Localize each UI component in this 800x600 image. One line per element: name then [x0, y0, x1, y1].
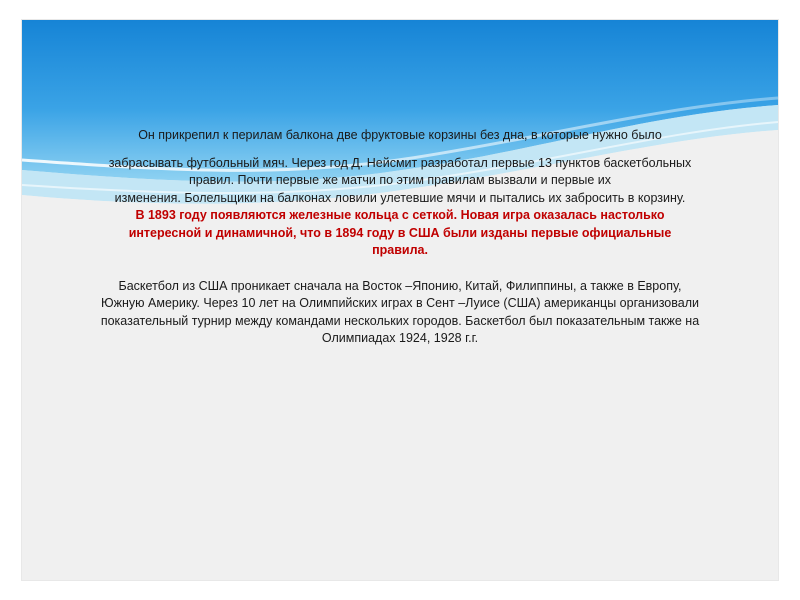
slide — [22, 20, 778, 580]
highlight-line: интересной и динамичной, что в 1894 году в США были изданы первые официальные — [128, 225, 672, 240]
paragraph-line: Олимпиадах 1924, 1928 г.г. — [321, 331, 479, 345]
paragraph-line: забрасывать футбольный мяч. Через год Д. Нейсмит разработал первые 13 пунктов баскетбольных — [108, 155, 692, 170]
paragraph-line: изменения. Болельщики на балконах ловили улетевшие мячи и пытались их забросить в корзину. — [114, 190, 686, 205]
highlight-line: правила. — [372, 243, 428, 257]
paragraph-line: Он прикрепил к перилам балкона две фруктовые корзины без дна, в которые нужно было — [138, 128, 662, 142]
slide-text — [38, 127, 762, 348]
highlighted-paragraph — [38, 207, 762, 260]
paragraph-line: показательный турнир между командами нескольких городов. Баскетбол был показательным также на — [100, 313, 700, 328]
paragraph-spread — [38, 278, 762, 348]
paragraph-line: правил. Почти первые же матчи по этим правилам вызвали и первые их — [188, 173, 611, 187]
highlight-line: В 1893 году появляются железные кольца с сеткой. Новая игра оказалась настолько — [135, 208, 665, 222]
paragraph-history — [38, 127, 762, 207]
paragraph-line: Баскетбол из США проникает сначала на Восток –Японию, Китай, Филиппины, а также в Европу, — [118, 278, 682, 293]
paragraph-line: Южную Америку. Через 10 лет на Олимпийских играх в Сент –Луисе (США) американцы организовали — [101, 296, 699, 310]
